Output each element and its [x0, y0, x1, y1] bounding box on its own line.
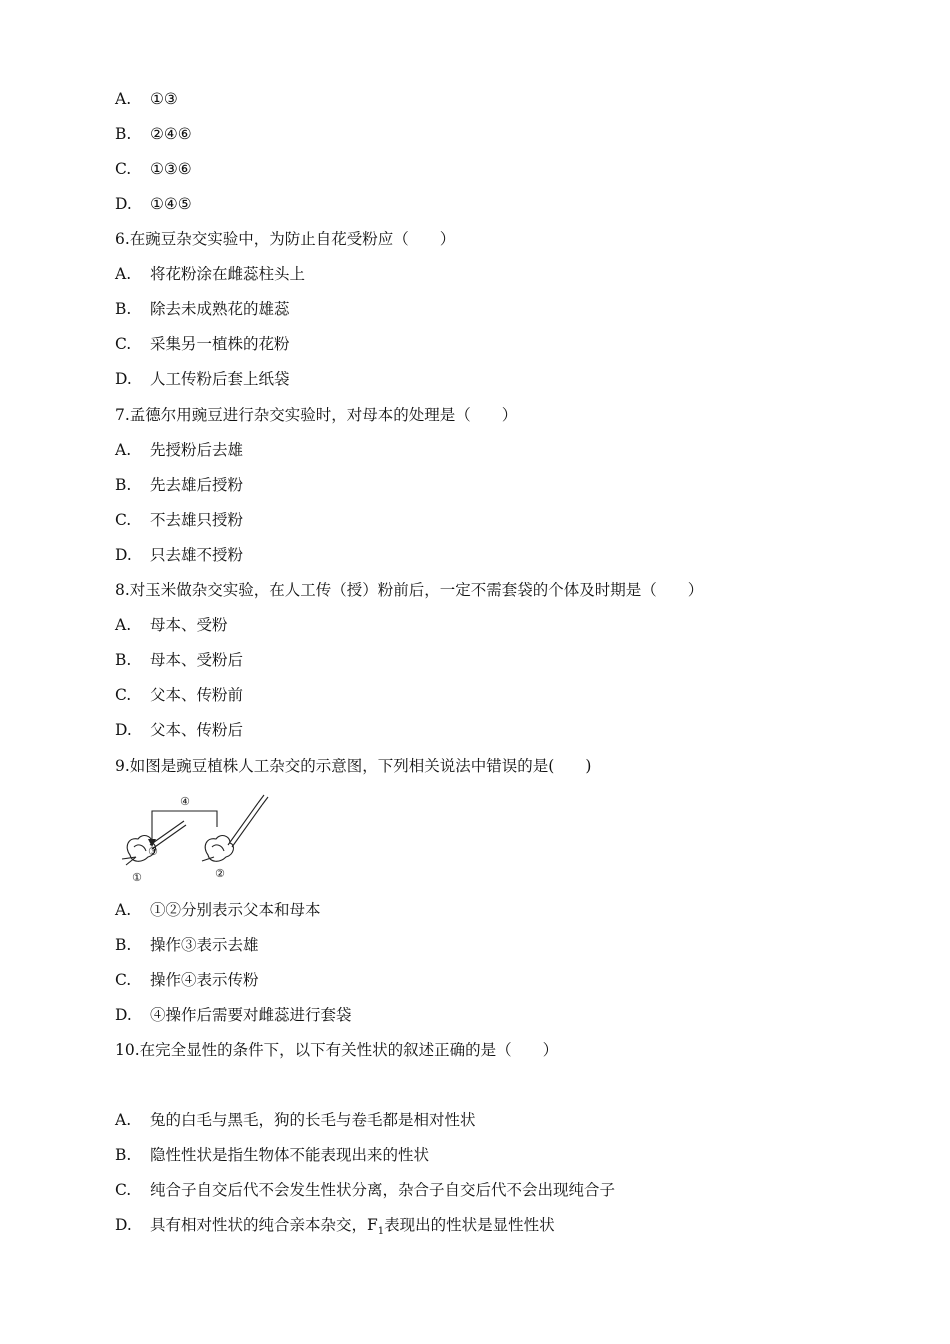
flower-1-stem [122, 857, 136, 865]
q7-option-d: D. 只去雄不授粉 [115, 546, 244, 564]
question-10: 10.在完全显性的条件下，以下有关性状的叙述正确的是（ ） [115, 1041, 559, 1059]
q10-option-d: D. 具有相对性状的纯合亲本杂交，$F_1$表现出的性状是显性性状 [115, 1216, 555, 1238]
q10-option-a: A. 兔的白毛与黑毛，狗的长毛与卷毛都是相对性状 [115, 1111, 476, 1129]
figure-label-2: ② [215, 867, 225, 880]
flower-1-petal [134, 845, 146, 851]
transfer-arrow [152, 811, 217, 843]
option-c: C. ①③⑥ [115, 160, 192, 178]
flower-2-petal [212, 845, 224, 851]
q8-option-c: C. 父本、传粉前 [115, 686, 244, 704]
option-b: B. ②④⑥ [115, 125, 192, 143]
q8-option-b: B. 母本、受粉后 [115, 651, 244, 669]
q8-option-d: D. 父本、传粉后 [115, 721, 244, 739]
figure-label-3: ③ [148, 845, 158, 858]
brush-2 [228, 803, 262, 847]
q8-option-a: A. 母本、受粉 [115, 616, 228, 634]
figure-label-1: ① [132, 871, 142, 884]
figure-label-4: ④ [180, 795, 190, 808]
q9-option-a: A. ①②分别表示父本和母本 [115, 901, 321, 919]
q10-option-b: B. 隐性性状是指生物体不能表现出来的性状 [115, 1146, 430, 1164]
q7-option-c: C. 不去雄只授粉 [115, 511, 244, 529]
brush-2-tip [258, 795, 268, 805]
pea-cross-diagram [112, 785, 272, 885]
option-d: D. ①④⑤ [115, 195, 192, 213]
q7-option-b: B. 先去雄后授粉 [115, 476, 244, 494]
option-a: A. ①③ [115, 90, 178, 108]
q6-option-c: C. 采集另一植株的花粉 [115, 335, 290, 353]
q9-option-c: C. 操作④表示传粉 [115, 971, 259, 989]
q7-option-a: A. 先授粉后去雄 [115, 441, 244, 459]
question-9: 9.如图是豌豆植株人工杂交的示意图，下列相关说法中错误的是( ) [115, 757, 592, 775]
question-6: 6.在豌豆杂交实验中，为防止自花受粉应（ ） [115, 230, 456, 248]
flower-2 [205, 836, 233, 862]
q6-option-a: A. 将花粉涂在雌蕊柱头上 [115, 265, 306, 283]
q6-option-b: B. 除去未成熟花的雄蕊 [115, 300, 290, 318]
question-7: 7.孟德尔用豌豆进行杂交实验时，对母本的处理是（ ） [115, 406, 518, 424]
q6-option-d: D. 人工传粉后套上纸袋 [115, 370, 290, 388]
q10-option-c: C. 纯合子自交后代不会发生性状分离，杂合子自交后代不会出现纯合子 [115, 1181, 616, 1199]
q9-option-d: D. ④操作后需要对雌蕊进行套袋 [115, 1006, 352, 1024]
q9-option-b: B. 操作③表示去雄 [115, 936, 259, 954]
question-8: 8.对玉米做杂交实验，在人工传（授）粉前后，一定不需套袋的个体及时期是（ ） [115, 581, 704, 599]
subscript-1: 1 [377, 1226, 385, 1238]
